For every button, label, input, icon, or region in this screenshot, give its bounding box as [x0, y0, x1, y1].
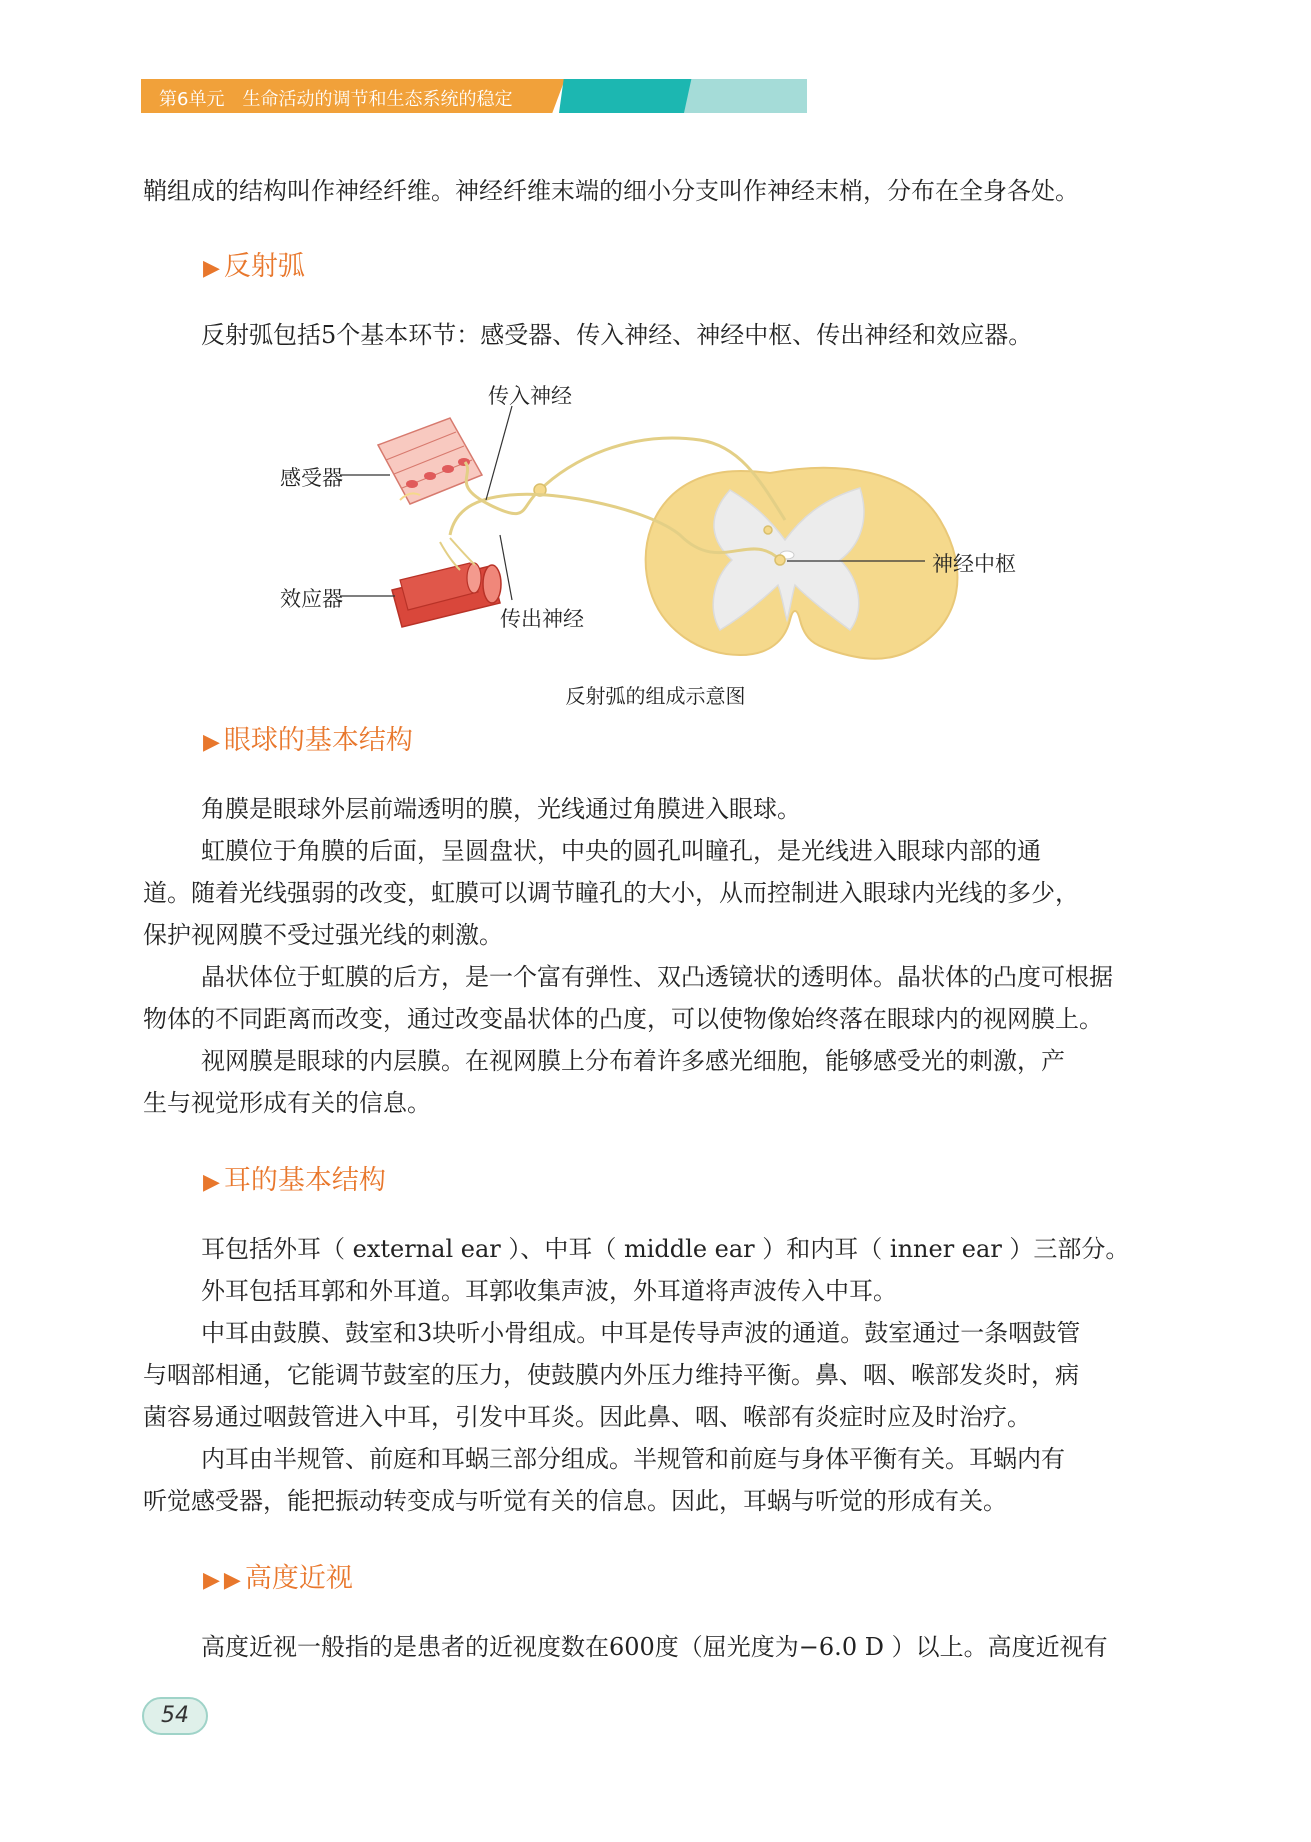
myopia-paragraph: [143, 1626, 1171, 1668]
heading-text: 耳的基本结构: [223, 1165, 386, 1196]
heading-text: 眼球的基本结构: [223, 725, 413, 756]
text-line: 反射弧包括5个基本环节：感受器、传入神经、神经中枢、传出神经和效应器。: [201, 321, 1033, 349]
figure-caption: 反射弧的组成示意图: [565, 684, 746, 708]
text-line: 鞘组成的结构叫作神经纤维。神经纤维末端的细小分支叫作神经末梢，分布在全身各处。: [143, 177, 1079, 205]
label-efferent-nerve: 传出神经: [500, 607, 584, 631]
label-nerve-center: 神经中枢: [932, 552, 1016, 576]
text-line: 生与视觉形成有关的信息。: [143, 1089, 431, 1117]
text-line: 耳包括外耳（ external ear ）、中耳（ middle ear ）和内耳（ inner ear ）三部分。: [201, 1235, 1130, 1263]
triangle-bullet-icon: ▶: [203, 256, 220, 281]
triangle-bullet-icon: ▶: [203, 1170, 220, 1195]
page-number: 54: [161, 1703, 189, 1728]
label-effector: 效应器: [280, 587, 343, 611]
triangle-bullet-icon: ▶: [223, 1568, 241, 1593]
unit-header-bar: [141, 79, 807, 113]
text-line: 虹膜位于角膜的后面，呈圆盘状，中央的圆孔叫瞳孔，是光线进入眼球内部的通: [201, 837, 1041, 865]
leader-line: [500, 535, 512, 600]
text-line: 保护视网膜不受过强光线的刺激。: [143, 921, 503, 949]
section-heading-high-myopia: [203, 1556, 353, 1595]
synapse-node: [775, 555, 785, 565]
text-line: 外耳包括耳郭和外耳道。耳郭收集声波，外耳道将声波传入中耳。: [201, 1277, 897, 1305]
text-line: 视网膜是眼球的内层膜。在视网膜上分布着许多感光细胞，能够感受光的刺激，产: [201, 1047, 1065, 1075]
text-line: 内耳由半规管、前庭和耳蜗三部分组成。半规管和前庭与身体平衡有关。耳蜗内有: [201, 1445, 1065, 1473]
ear-paragraphs: [143, 1228, 1171, 1522]
reflex-arc-diagram: [300, 370, 1060, 710]
eye-paragraphs: [143, 788, 1171, 1124]
spinal-cord-cross-section: [646, 468, 958, 659]
text-line: 听觉感受器，能把振动转变成与听觉有关的信息。因此，耳蜗与听觉的形成有关。: [143, 1487, 1007, 1515]
receptor-tissue: [378, 418, 482, 504]
text-line: 与咽部相通，它能调节鼓室的压力，使鼓膜内外压力维持平衡。鼻、咽、喉部发炎时，病: [143, 1361, 1079, 1389]
reflex-arc-figure: [280, 370, 1060, 710]
heading-text: 高度近视: [244, 1563, 353, 1594]
section-heading-reflex-arc: [203, 244, 305, 283]
leader-line: [486, 406, 512, 500]
page-number-badge: [142, 1697, 208, 1735]
reflex-paragraph: [143, 314, 1171, 356]
text-line: 道。随着光线强弱的改变，虹膜可以调节瞳孔的大小，从而控制进入眼球内光线的多少，: [143, 879, 1079, 907]
header-light-teal-block: [684, 79, 807, 113]
text-line: 角膜是眼球外层前端透明的膜，光线通过角膜进入眼球。: [201, 795, 801, 823]
triangle-bullet-icon: ▶: [203, 730, 220, 755]
effector-muscle: [392, 538, 501, 627]
text-line: 中耳由鼓膜、鼓室和3块听小骨组成。中耳是传导声波的通道。鼓室通过一条咽鼓管: [201, 1319, 1081, 1347]
label-receptor: 感受器: [280, 466, 343, 490]
synapse-node: [764, 526, 772, 534]
text-line: 高度近视一般指的是患者的近视度数在600度（屈光度为−6.0 D ）以上。高度近视有: [201, 1633, 1108, 1661]
heading-text: 反射弧: [223, 251, 305, 282]
section-heading-eye-structure: [203, 718, 413, 757]
unit-title: 第6单元 生命活动的调节和生态系统的稳定: [159, 89, 513, 110]
label-afferent-nerve: 传入神经: [488, 384, 572, 408]
triangle-bullet-icon: ▶: [203, 1568, 220, 1593]
section-heading-ear-structure: [203, 1158, 386, 1197]
text-line: 菌容易通过咽鼓管进入中耳，引发中耳炎。因此鼻、咽、喉部有炎症时应及时治疗。: [143, 1403, 1031, 1431]
text-line: 晶状体位于虹膜的后方，是一个富有弹性、双凸透镜状的透明体。晶状体的凸度可根据: [201, 963, 1113, 991]
intro-paragraph: [143, 170, 1171, 212]
text-line: 物体的不同距离而改变，通过改变晶状体的凸度，可以使物像始终落在眼球内的视网膜上。: [143, 1005, 1103, 1033]
